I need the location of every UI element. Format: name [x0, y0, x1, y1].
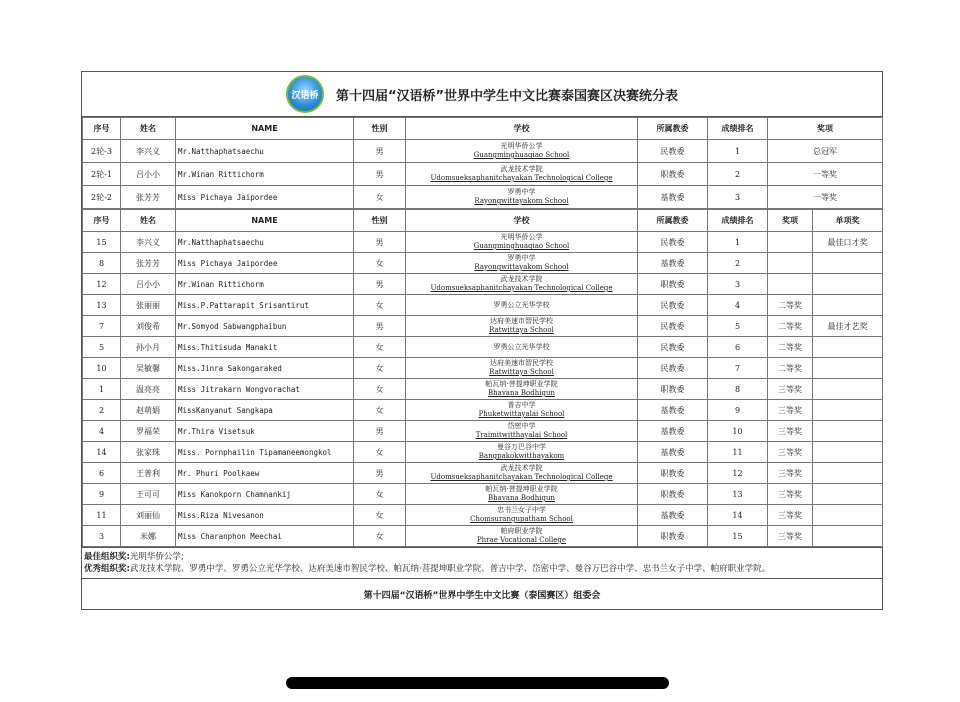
rank-cell: 5 [708, 316, 768, 337]
award-cell: 二等奖 [768, 316, 813, 337]
name-cell: Mr.Winan Rittichorm [176, 163, 354, 186]
top-three-table [82, 117, 883, 209]
table-row [83, 163, 883, 186]
cn-name-cell: 米娜 [121, 526, 176, 547]
column-header: NAME [176, 118, 354, 140]
gender-cell: 男 [354, 421, 406, 442]
school-cn: 罗勇中学 [507, 188, 536, 196]
rank-cell: 3 [708, 186, 768, 209]
school-cn: 武龙技术学院 [500, 464, 543, 472]
column-header: NAME [176, 210, 354, 232]
seq-cell: 13 [83, 295, 121, 316]
special-award-cell [813, 337, 883, 358]
chinese-bridge-logo [286, 75, 324, 113]
table-row [83, 421, 883, 442]
school-en: Guangminghuaqiao School [473, 242, 570, 250]
board-cell: 基教委 [638, 186, 708, 209]
school-en: Bangpakokwitthayakom [478, 452, 565, 460]
school-cn: 达府美速市智民学校 [490, 359, 553, 367]
rank-cell: 12 [708, 463, 768, 484]
name-cell: Miss. Pornphailin Tipamaneemongkol [176, 442, 354, 463]
school-en: Rayongwittayakom School [474, 263, 569, 271]
award-cell: 三等奖 [768, 505, 813, 526]
score-sheet [81, 71, 883, 610]
name-cell: Miss Pichaya Jaipordee [176, 253, 354, 274]
column-header: 奖项 [768, 210, 813, 232]
board-cell: 基教委 [638, 442, 708, 463]
seq-cell: 14 [83, 442, 121, 463]
cn-name-cell: 张芳芳 [121, 253, 176, 274]
board-cell: 民教委 [638, 358, 708, 379]
column-header: 成绩排名 [708, 118, 768, 140]
school-en: Chomsurangupatham School [470, 515, 573, 523]
gender-cell: 女 [354, 337, 406, 358]
table-row [83, 379, 883, 400]
title-bar [82, 72, 882, 117]
board-cell: 民教委 [638, 140, 708, 163]
rank-cell: 13 [708, 484, 768, 505]
school-cell [406, 358, 638, 379]
seq-cell: 1 [83, 379, 121, 400]
gender-cell: 女 [354, 253, 406, 274]
school-en: Phuketwittayalai School [478, 410, 565, 418]
award-cell: 二等奖 [768, 295, 813, 316]
column-header: 姓名 [121, 210, 176, 232]
column-header: 成绩排名 [708, 210, 768, 232]
logo-text: 汉语桥 [291, 90, 319, 101]
cn-name-cell: 张芳芳 [121, 186, 176, 209]
seq-cell: 6 [83, 463, 121, 484]
cn-name-cell: 赵萌娟 [121, 400, 176, 421]
table-row [83, 140, 883, 163]
column-header: 性别 [354, 210, 406, 232]
cn-name-cell: 温亮亮 [121, 379, 176, 400]
gender-cell: 男 [354, 163, 406, 186]
award-cell [768, 253, 813, 274]
school-en: Bhavana Bodhigun [488, 494, 555, 502]
school-cell [406, 442, 638, 463]
table-row [83, 505, 883, 526]
board-cell: 民教委 [638, 337, 708, 358]
school-cell [406, 295, 638, 316]
school-cn: 普吉中学 [507, 401, 536, 409]
cn-name-cell: 刘丽仙 [121, 505, 176, 526]
award-cell: 总冠军 [768, 140, 883, 163]
school-cn: 帕瓦纳·菩提坤职业学院 [485, 380, 558, 388]
gender-cell: 女 [354, 484, 406, 505]
special-award-cell: 最佳才艺奖 [813, 316, 883, 337]
name-cell: Miss.Thitisuda Manakit [176, 337, 354, 358]
gender-cell: 男 [354, 463, 406, 484]
school-en: Udomsueksaphanitchayakan Technological College [430, 473, 613, 481]
seq-cell: 8 [83, 253, 121, 274]
table-row [83, 316, 883, 337]
board-cell: 职教委 [638, 379, 708, 400]
gender-cell: 女 [354, 358, 406, 379]
board-cell: 民教委 [638, 232, 708, 253]
seq-cell: 2 [83, 400, 121, 421]
column-header: 所属教委 [638, 210, 708, 232]
gender-cell: 女 [354, 526, 406, 547]
seq-cell: 5 [83, 337, 121, 358]
school-cn: 光明华侨公学 [500, 233, 543, 241]
school-cell [406, 316, 638, 337]
school-cell [406, 463, 638, 484]
rank-cell: 3 [708, 274, 768, 295]
board-cell: 民教委 [638, 316, 708, 337]
award-cell: 三等奖 [768, 463, 813, 484]
special-award-cell [813, 484, 883, 505]
organizer: 第十四届“汉语桥”世界中学生中文比赛（泰国赛区）组委会 [82, 578, 882, 609]
school-cn: 光明华侨公学 [500, 142, 543, 150]
rank-cell: 9 [708, 400, 768, 421]
name-cell: Miss Kanokporn Chamnankij [176, 484, 354, 505]
results-table [82, 209, 883, 547]
column-header: 性别 [354, 118, 406, 140]
cn-name-cell: 刘俊希 [121, 316, 176, 337]
column-header: 所属教委 [638, 118, 708, 140]
table-row [83, 463, 883, 484]
name-cell: Miss Pichaya Jaipordee [176, 186, 354, 209]
name-cell: Mr.Natthaphatsaechu [176, 232, 354, 253]
gender-cell: 男 [354, 232, 406, 253]
school-cn: 罗勇公立光华学校 [493, 342, 550, 351]
school-en: Udomsueksaphanitchayakan Technological College [430, 284, 613, 292]
cn-name-cell: 王普利 [121, 463, 176, 484]
gender-cell: 女 [354, 505, 406, 526]
award-cell [768, 274, 813, 295]
seq-cell: 7 [83, 316, 121, 337]
school-cn: 忠书兰女子中学 [497, 506, 546, 514]
award-cell: 三等奖 [768, 442, 813, 463]
school-cn: 罗勇公立光华学校 [493, 300, 550, 309]
good-org-line [84, 563, 880, 575]
school-cn: 曼谷万巴谷中学 [497, 443, 546, 451]
table-row [83, 274, 883, 295]
school-cell [406, 232, 638, 253]
special-award-cell [813, 442, 883, 463]
school-cell [406, 526, 638, 547]
name-cell: Mr.Natthaphatsaechu [176, 140, 354, 163]
award-cell: 二等奖 [768, 358, 813, 379]
cn-name-cell: 吕小小 [121, 274, 176, 295]
award-cell: 三等奖 [768, 400, 813, 421]
seq-cell: 2轮-3 [83, 140, 121, 163]
rank-cell: 15 [708, 526, 768, 547]
seq-cell: 2轮-2 [83, 186, 121, 209]
school-cn: 武龙技术学院 [500, 165, 543, 173]
good-org-label: 优秀组织奖: [84, 564, 130, 574]
seq-cell: 11 [83, 505, 121, 526]
award-cell: 二等奖 [768, 337, 813, 358]
name-cell: Mr.Winan Rittichorm [176, 274, 354, 295]
special-award-cell [813, 400, 883, 421]
school-cell [406, 400, 638, 421]
cn-name-cell: 张家珠 [121, 442, 176, 463]
seq-cell: 15 [83, 232, 121, 253]
column-header: 学校 [406, 118, 638, 140]
board-cell: 基教委 [638, 421, 708, 442]
special-award-cell [813, 505, 883, 526]
table-row [83, 484, 883, 505]
rank-cell: 4 [708, 295, 768, 316]
column-header: 奖项 [768, 118, 883, 140]
school-cn: 武龙技术学院 [500, 275, 543, 283]
school-cell [406, 140, 638, 163]
column-header: 学校 [406, 210, 638, 232]
column-header: 姓名 [121, 118, 176, 140]
gender-cell: 男 [354, 140, 406, 163]
award-cell: 一等奖 [768, 163, 883, 186]
school-cell [406, 484, 638, 505]
cn-name-cell: 张丽丽 [121, 295, 176, 316]
best-org-label: 最佳组织奖: [84, 552, 130, 562]
school-cell [406, 274, 638, 295]
school-cn: 帕瓦纳·菩提坤职业学院 [485, 485, 558, 493]
board-cell: 职教委 [638, 484, 708, 505]
special-award-cell [813, 526, 883, 547]
school-cell [406, 421, 638, 442]
cn-name-cell: 吕小小 [121, 163, 176, 186]
gender-cell: 女 [354, 442, 406, 463]
cn-name-cell: 李兴义 [121, 140, 176, 163]
table-row [83, 232, 883, 253]
special-award-cell: 最佳口才奖 [813, 232, 883, 253]
good-org-value: 武龙技术学院、罗勇中学、罗勇公立光华学校、达府美速市智民学校、帕瓦纳·菩提坤职业学院、普吉中学、岱密中学、曼谷万巴谷中学、忠书兰女子中学、帕府职业学院。 [129, 564, 771, 574]
school-cell [406, 163, 638, 186]
rank-cell: 1 [708, 232, 768, 253]
table-row [83, 358, 883, 379]
table-row [83, 337, 883, 358]
table-row [83, 526, 883, 547]
school-cell [406, 253, 638, 274]
results-table-header [83, 210, 883, 232]
board-cell: 基教委 [638, 253, 708, 274]
cn-name-cell: 孙小月 [121, 337, 176, 358]
name-cell: Miss Charanphon Meechai [176, 526, 354, 547]
board-cell: 民教委 [638, 295, 708, 316]
school-en: Ratwittaya School [489, 368, 554, 376]
seq-cell: 2轮-1 [83, 163, 121, 186]
table-row [83, 442, 883, 463]
gender-cell: 女 [354, 379, 406, 400]
rank-cell: 7 [708, 358, 768, 379]
name-cell: Miss.Riza Nivesanon [176, 505, 354, 526]
gender-cell: 男 [354, 274, 406, 295]
special-award-cell [813, 463, 883, 484]
school-cell [406, 186, 638, 209]
best-org-line [84, 551, 880, 563]
seq-cell: 4 [83, 421, 121, 442]
rank-cell: 11 [708, 442, 768, 463]
org-awards [82, 547, 882, 578]
board-cell: 职教委 [638, 526, 708, 547]
seq-cell: 9 [83, 484, 121, 505]
best-org-value: 光明华侨公学; [129, 552, 184, 562]
board-cell: 基教委 [638, 505, 708, 526]
rank-cell: 10 [708, 421, 768, 442]
seq-cell: 3 [83, 526, 121, 547]
school-en: Guangminghuaqiao School [473, 151, 570, 159]
school-cn: 达府美速市智民学校 [490, 317, 553, 325]
board-cell: 职教委 [638, 274, 708, 295]
special-award-cell [813, 379, 883, 400]
home-indicator[interactable] [286, 677, 669, 689]
board-cell: 基教委 [638, 400, 708, 421]
school-en: Ratwittaya School [489, 326, 554, 334]
award-cell: 三等奖 [768, 484, 813, 505]
name-cell: Mr. Phuri Poolkaew [176, 463, 354, 484]
cn-name-cell: 罗福荣 [121, 421, 176, 442]
special-award-cell [813, 253, 883, 274]
special-award-cell [813, 295, 883, 316]
board-cell: 职教委 [638, 463, 708, 484]
school-en: Traimitwitthayalai School [475, 431, 568, 439]
award-cell: 三等奖 [768, 379, 813, 400]
gender-cell: 女 [354, 400, 406, 421]
gender-cell: 女 [354, 186, 406, 209]
seq-cell: 12 [83, 274, 121, 295]
rank-cell: 2 [708, 253, 768, 274]
column-header: 单项奖 [813, 210, 883, 232]
school-en: Udomsueksaphanitchayakan Technological College [430, 174, 613, 182]
top-table-header [83, 118, 883, 140]
gender-cell: 女 [354, 295, 406, 316]
name-cell: Mr.Thira Visetsuk [176, 421, 354, 442]
board-cell: 职教委 [638, 163, 708, 186]
name-cell: Mr.Somyod Sabwangphaibun [176, 316, 354, 337]
school-en: Phrae Vocational College [476, 536, 567, 544]
rank-cell: 14 [708, 505, 768, 526]
school-cn: 帕府职业学院 [500, 527, 543, 535]
column-header: 序号 [83, 118, 121, 140]
school-cn: 罗勇中学 [507, 254, 536, 262]
special-award-cell [813, 421, 883, 442]
name-cell: Miss Jitrakarn Wongvorachat [176, 379, 354, 400]
gender-cell: 男 [354, 316, 406, 337]
rank-cell: 2 [708, 163, 768, 186]
table-row [83, 253, 883, 274]
special-award-cell [813, 274, 883, 295]
school-en: Bhavana Bodhigun [488, 389, 555, 397]
award-cell [768, 232, 813, 253]
rank-cell: 8 [708, 379, 768, 400]
cn-name-cell: 王可可 [121, 484, 176, 505]
name-cell: Miss.P.Pattarapit Srisantirut [176, 295, 354, 316]
page-title: 第十四届“汉语桥”世界中学生中文比赛泰国赛区决赛统分表 [335, 88, 679, 104]
table-row [83, 295, 883, 316]
seq-cell: 10 [83, 358, 121, 379]
name-cell: Miss.Jinra Sakongaraked [176, 358, 354, 379]
award-cell: 三等奖 [768, 421, 813, 442]
cn-name-cell: 李兴义 [121, 232, 176, 253]
rank-cell: 1 [708, 140, 768, 163]
award-cell: 三等奖 [768, 526, 813, 547]
table-row [83, 400, 883, 421]
special-award-cell [813, 358, 883, 379]
school-en: Rayongwittayakom School [474, 197, 569, 205]
school-cell [406, 379, 638, 400]
rank-cell: 6 [708, 337, 768, 358]
name-cell: MissKanyanut Sangkapa [176, 400, 354, 421]
column-header: 序号 [83, 210, 121, 232]
school-cn: 岱密中学 [507, 422, 536, 430]
school-cell [406, 505, 638, 526]
cn-name-cell: 吴敏馨 [121, 358, 176, 379]
award-cell: 一等奖 [768, 186, 883, 209]
table-row [83, 186, 883, 209]
school-cell [406, 337, 638, 358]
